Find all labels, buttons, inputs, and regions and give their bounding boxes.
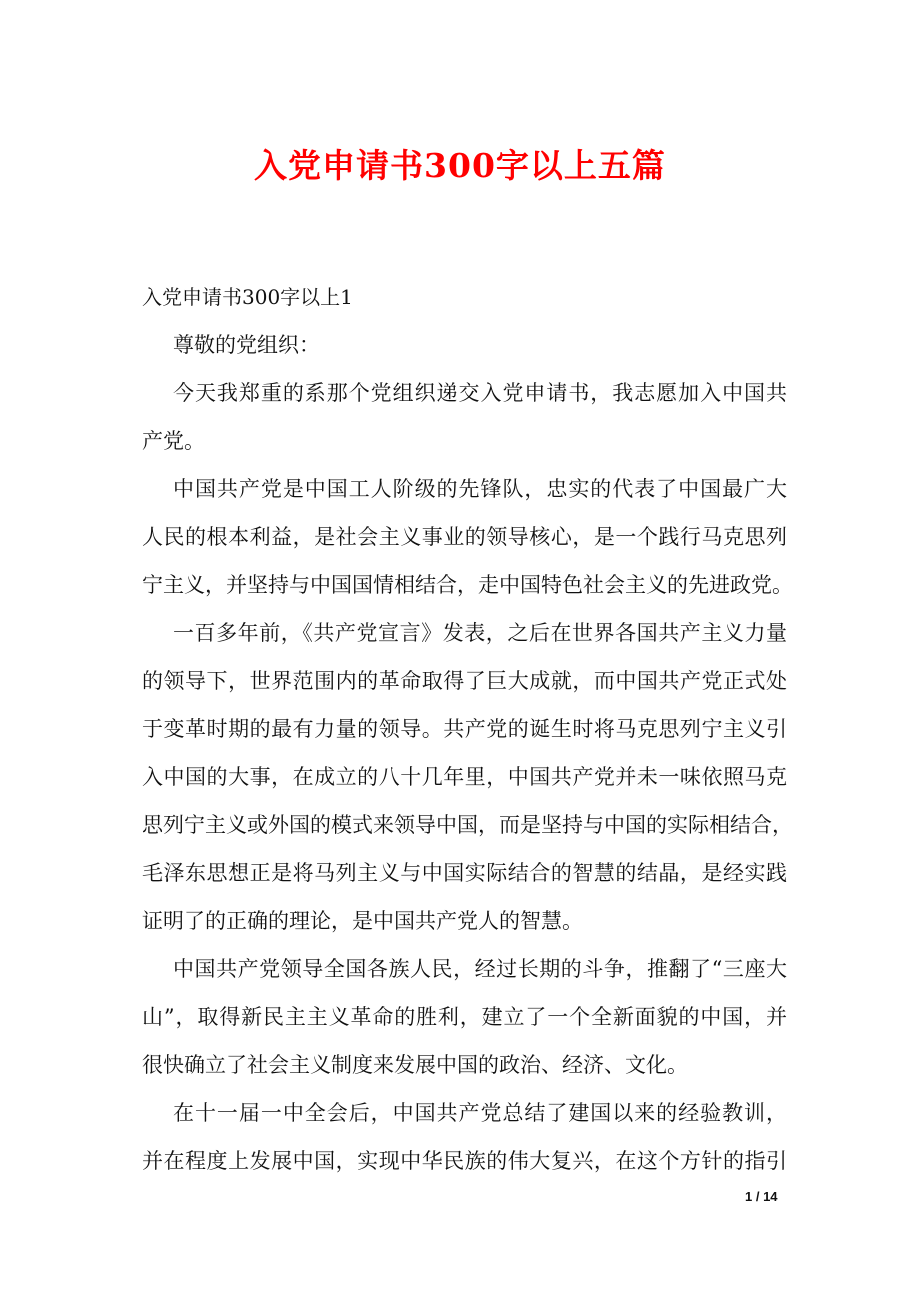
paragraph [142, 472, 793, 616]
paragraph-line: 宁主义，并坚持与中国国情相结合，走中国特色社会主义的先进政党。 [142, 573, 793, 597]
paragraph [142, 376, 787, 472]
paragraph-line: 人民的根本利益，是社会主义事业的领导核心，是一个践行马克思列 [142, 525, 787, 549]
salutation: 尊敬的党组织： [173, 333, 320, 357]
paragraph [142, 952, 787, 1096]
paragraph-line: 中国共产党是中国工人阶级的先锋队，忠实的代表了中国最广大 [173, 477, 787, 501]
document-body [142, 280, 793, 1192]
paragraph-line: 一百多年前，《共产党宣言》发表，之后在世界各国共产主义力量 [173, 621, 787, 645]
paragraph-line: 中国共产党领导全国各族人民，经过长期的斗争，推翻了“三座大 [173, 957, 787, 981]
paragraph-line: 思列宁主义或外国的模式来领导中国，而是坚持与中国的实际相结合， [142, 813, 793, 837]
document-title: 入党申请书300字以上五篇 [254, 146, 666, 185]
paragraph [142, 1096, 787, 1192]
paragraph-line: 入中国的大事，在成立的八十几年里，中国共产党并未一味依照马克 [142, 765, 787, 789]
paragraph-line: 山”，取得新民主主义革命的胜利，建立了一个全新面貌的中国，并 [142, 1005, 787, 1029]
paragraph-line: 并在程度上发展中国，实现中华民族的伟大复兴，在这个方针的指引 [142, 1149, 787, 1173]
paragraph-line: 很快确立了社会主义制度来发展中国的政治、经济、文化。 [142, 1053, 688, 1077]
page-number: 1 / 14 [745, 1189, 778, 1204]
paragraph-line: 毛泽东思想正是将马列主义与中国实际结合的智慧的结晶，是经实践 [142, 861, 787, 885]
section-heading: 入党申请书300字以上1 [142, 285, 353, 309]
paragraph [142, 616, 793, 952]
paragraph-line: 今天我郑重的系那个党组织递交入党申请书，我志愿加入中国共 [173, 381, 787, 405]
paragraph-line: 的领导下，世界范围内的革命取得了巨大成就，而中国共产党正式处 [142, 669, 787, 693]
paragraph-line: 在十一届一中全会后，中国共产党总结了建国以来的经验教训， [173, 1101, 787, 1125]
paragraphs [142, 376, 793, 1192]
paragraph-line: 证明了的正确的理论，是中国共产党人的智慧。 [142, 909, 583, 933]
paragraph-line: 产党。 [142, 429, 205, 453]
paragraph-line: 于变革时期的最有力量的领导。共产党的诞生时将马克思列宁主义引 [142, 717, 787, 741]
